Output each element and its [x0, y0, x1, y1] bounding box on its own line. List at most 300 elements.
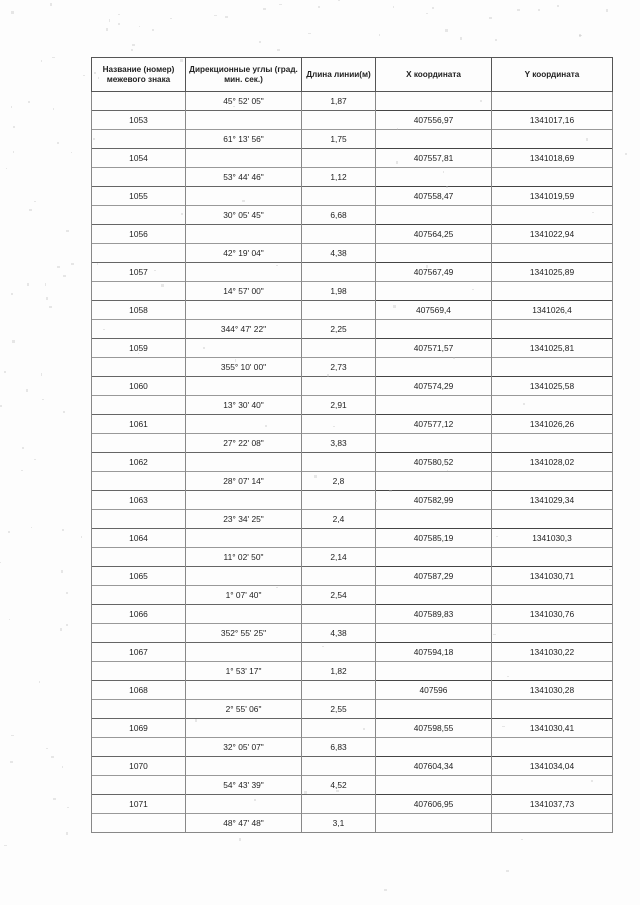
y-coordinate-cell	[492, 92, 613, 111]
x-coordinate-cell: 407567,49	[376, 263, 492, 282]
scan-speckle	[472, 289, 474, 290]
line-length-cell: 1,87	[302, 92, 376, 111]
x-coordinate-cell	[376, 814, 492, 833]
direction-angle-cell: 30° 05' 45"	[186, 206, 302, 225]
scan-speckle	[507, 676, 509, 677]
scan-speckle	[384, 889, 386, 892]
y-coordinate-cell: 1341019,59	[492, 187, 613, 206]
y-coordinate-cell: 1341028,02	[492, 453, 613, 472]
line-length-cell	[302, 453, 376, 472]
line-length-cell	[302, 605, 376, 624]
y-coordinate-cell	[492, 168, 613, 187]
line-length-cell: 3,1	[302, 814, 376, 833]
mark-name-cell: 1053	[92, 111, 186, 130]
boundary-mark-row	[92, 643, 613, 662]
boundary-mark-row	[92, 149, 613, 168]
scan-speckle	[61, 570, 63, 573]
line-length-cell: 6,68	[302, 206, 376, 225]
scan-speckle	[8, 531, 10, 533]
line-length-cell	[302, 757, 376, 776]
line-length-cell	[302, 567, 376, 586]
scan-speckle	[81, 536, 82, 538]
boundary-mark-row	[92, 795, 613, 814]
scan-speckle	[98, 77, 99, 79]
direction-angle-cell	[186, 263, 302, 282]
direction-angle-cell	[186, 719, 302, 738]
line-length-cell	[302, 529, 376, 548]
line-segment-row	[92, 92, 613, 111]
line-length-cell	[302, 263, 376, 282]
boundary-mark-row	[92, 567, 613, 586]
direction-angle-cell	[186, 795, 302, 814]
scan-speckle	[11, 735, 13, 736]
mark-name-cell	[92, 320, 186, 339]
y-coordinate-cell: 1341022,94	[492, 225, 613, 244]
scan-speckle	[9, 619, 10, 620]
direction-angle-cell: 32° 05' 07"	[186, 738, 302, 757]
scan-speckle	[63, 275, 66, 277]
x-coordinate-cell	[376, 510, 492, 529]
x-coordinate-cell	[376, 130, 492, 149]
scan-speckle	[277, 49, 280, 51]
line-segment-row	[92, 700, 613, 719]
y-coordinate-cell	[492, 662, 613, 681]
mark-name-cell: 1061	[92, 415, 186, 434]
scan-speckle	[94, 72, 95, 74]
direction-angle-cell: 48° 47' 48"	[186, 814, 302, 833]
scan-speckle	[161, 284, 164, 287]
line-segment-row	[92, 396, 613, 415]
line-length-cell: 6,83	[302, 738, 376, 757]
scan-speckle	[279, 4, 282, 5]
mark-name-cell: 1071	[92, 795, 186, 814]
scan-speckle	[118, 23, 119, 25]
scan-speckle	[67, 807, 69, 808]
mark-name-cell: 1054	[92, 149, 186, 168]
direction-angle-cell: 28° 07' 14"	[186, 472, 302, 491]
mark-name-cell: 1064	[92, 529, 186, 548]
direction-angle-cell	[186, 301, 302, 320]
scan-speckle	[132, 44, 134, 46]
scan-speckle	[397, 128, 398, 130]
direction-angle-cell	[186, 415, 302, 434]
scan-speckle	[314, 475, 316, 478]
boundary-mark-row	[92, 339, 613, 358]
y-coordinate-cell	[492, 472, 613, 491]
scan-speckle	[259, 41, 261, 43]
scan-speckle	[336, 790, 338, 792]
x-coordinate-cell	[376, 396, 492, 415]
y-coordinate-cell	[492, 700, 613, 719]
y-coordinate-cell: 1341034,04	[492, 757, 613, 776]
boundary-mark-row	[92, 377, 613, 396]
x-coordinate-cell: 407577,12	[376, 415, 492, 434]
line-length-cell: 1,12	[302, 168, 376, 187]
line-segment-row	[92, 624, 613, 643]
scan-speckle	[239, 838, 241, 841]
mark-name-cell: 1062	[92, 453, 186, 472]
scan-speckle	[97, 263, 98, 265]
scan-speckle	[276, 265, 277, 266]
scan-speckle	[308, 33, 311, 34]
scan-speckle	[28, 101, 30, 102]
y-coordinate-cell: 1341030,71	[492, 567, 613, 586]
scan-speckle	[591, 780, 593, 782]
direction-angle-cell: 13° 30' 40"	[186, 396, 302, 415]
scan-speckle	[66, 832, 68, 835]
line-length-cell: 2,54	[302, 586, 376, 605]
scan-speckle	[327, 374, 329, 377]
line-length-cell: 4,38	[302, 244, 376, 263]
scan-speckle	[233, 106, 236, 108]
boundary-mark-row	[92, 187, 613, 206]
direction-angle-cell: 42° 19' 04"	[186, 244, 302, 263]
x-coordinate-cell	[376, 738, 492, 757]
line-length-cell: 2,4	[302, 510, 376, 529]
scan-speckle	[62, 766, 63, 768]
x-coordinate-cell: 407569,4	[376, 301, 492, 320]
scan-speckle	[103, 329, 105, 330]
scan-speckle	[432, 7, 435, 9]
x-coordinate-cell: 407556,97	[376, 111, 492, 130]
scan-speckle	[502, 726, 504, 727]
mark-name-cell	[92, 700, 186, 719]
line-segment-row	[92, 548, 613, 567]
direction-angle-cell	[186, 491, 302, 510]
scan-speckle	[31, 527, 33, 528]
scan-speckle	[447, 470, 448, 471]
scan-speckle	[4, 845, 7, 846]
header-mark-name: Название (номер) межевого знака	[92, 58, 186, 92]
y-coordinate-cell	[492, 586, 613, 605]
line-length-cell: 1,75	[302, 130, 376, 149]
line-segment-row	[92, 244, 613, 263]
x-coordinate-cell	[376, 548, 492, 567]
direction-angle-cell	[186, 605, 302, 624]
boundary-mark-row	[92, 453, 613, 472]
direction-angle-cell	[186, 225, 302, 244]
scan-speckle	[426, 265, 427, 268]
scan-speckle	[344, 255, 346, 257]
line-segment-row	[92, 282, 613, 301]
boundary-mark-row	[92, 301, 613, 320]
line-length-cell: 1,98	[302, 282, 376, 301]
scan-speckle	[29, 209, 31, 211]
scan-speckle	[181, 213, 183, 215]
line-length-cell: 4,38	[302, 624, 376, 643]
scan-speckle	[139, 26, 140, 27]
y-coordinate-cell: 1341017,16	[492, 111, 613, 130]
x-coordinate-cell: 407604,34	[376, 757, 492, 776]
x-coordinate-cell	[376, 282, 492, 301]
line-length-cell	[302, 339, 376, 358]
direction-angle-cell	[186, 111, 302, 130]
y-coordinate-cell: 1341030,76	[492, 605, 613, 624]
mark-name-cell: 1070	[92, 757, 186, 776]
y-coordinate-cell: 1341030,41	[492, 719, 613, 738]
scan-speckle	[170, 18, 172, 19]
direction-angle-cell: 355° 10' 00"	[186, 358, 302, 377]
scan-speckle	[152, 29, 154, 31]
y-coordinate-cell: 1341030,3	[492, 529, 613, 548]
table-header-row	[92, 58, 613, 92]
direction-angle-cell: 1° 53' 17"	[186, 662, 302, 681]
line-length-cell	[302, 377, 376, 396]
direction-angle-cell: 1° 07' 40"	[186, 586, 302, 605]
scan-speckle	[214, 15, 217, 16]
x-coordinate-cell	[376, 358, 492, 377]
x-coordinate-cell: 407596	[376, 681, 492, 700]
scan-speckle	[63, 411, 65, 414]
scan-speckle	[242, 200, 245, 202]
line-length-cell	[302, 643, 376, 662]
scan-speckle	[106, 28, 108, 30]
boundary-mark-row	[92, 111, 613, 130]
scan-speckle	[118, 14, 120, 15]
x-coordinate-cell: 407564,25	[376, 225, 492, 244]
x-coordinate-cell	[376, 586, 492, 605]
direction-angle-cell	[186, 529, 302, 548]
mark-name-cell	[92, 662, 186, 681]
scan-speckle	[493, 634, 495, 635]
scan-speckle	[46, 748, 49, 749]
y-coordinate-cell: 1341030,28	[492, 681, 613, 700]
scan-speckle	[4, 371, 6, 373]
mark-name-cell: 1063	[92, 491, 186, 510]
scan-speckle	[6, 168, 8, 169]
x-coordinate-cell: 407574,29	[376, 377, 492, 396]
y-coordinate-cell: 1341026,26	[492, 415, 613, 434]
y-coordinate-cell	[492, 206, 613, 225]
direction-angle-cell: 344° 47' 22"	[186, 320, 302, 339]
mark-name-cell: 1058	[92, 301, 186, 320]
scan-speckle	[322, 646, 325, 647]
line-length-cell: 2,25	[302, 320, 376, 339]
mark-name-cell	[92, 814, 186, 833]
y-coordinate-cell: 1341030,22	[492, 643, 613, 662]
scan-speckle	[318, 6, 321, 8]
x-coordinate-cell: 407571,57	[376, 339, 492, 358]
mark-name-cell	[92, 510, 186, 529]
scan-speckle	[45, 283, 46, 286]
scan-speckle	[480, 100, 482, 102]
scan-speckle	[71, 152, 72, 153]
direction-angle-cell: 23° 34' 25"	[186, 510, 302, 529]
scan-speckle	[11, 106, 12, 108]
x-coordinate-cell	[376, 320, 492, 339]
scan-speckle	[50, 3, 51, 6]
scan-speckle	[0, 405, 2, 407]
line-length-cell: 3,83	[302, 434, 376, 453]
boundary-mark-row	[92, 529, 613, 548]
scan-speckle	[363, 728, 365, 730]
scan-speckle	[195, 719, 197, 722]
scan-speckle	[445, 29, 448, 32]
y-coordinate-cell: 1341025,89	[492, 263, 613, 282]
scan-speckle	[225, 16, 228, 19]
direction-angle-cell	[186, 453, 302, 472]
scan-speckle	[333, 426, 335, 427]
line-segment-row	[92, 206, 613, 225]
mark-name-cell: 1068	[92, 681, 186, 700]
direction-angle-cell	[186, 149, 302, 168]
scan-speckle	[606, 9, 608, 11]
header-x-coordinate: X координата	[376, 58, 492, 92]
x-coordinate-cell: 407580,52	[376, 453, 492, 472]
scan-speckle	[39, 681, 40, 683]
direction-angle-cell: 2° 55' 06"	[186, 700, 302, 719]
scan-speckle	[13, 151, 15, 153]
scan-speckle	[51, 756, 54, 758]
boundary-mark-row	[92, 225, 613, 244]
scan-speckle	[396, 161, 398, 164]
scan-speckle	[609, 569, 611, 571]
mark-name-cell: 1067	[92, 643, 186, 662]
y-coordinate-cell	[492, 814, 613, 833]
x-coordinate-cell	[376, 472, 492, 491]
scan-speckle	[0, 562, 1, 564]
scan-speckle	[460, 37, 462, 40]
mark-name-cell: 1066	[92, 605, 186, 624]
x-coordinate-cell	[376, 92, 492, 111]
mark-name-cell	[92, 396, 186, 415]
line-length-cell	[302, 795, 376, 814]
line-segment-row	[92, 472, 613, 491]
header-y-coordinate: Y координата	[492, 58, 613, 92]
scan-speckle	[379, 34, 380, 36]
scan-speckle	[265, 425, 267, 427]
direction-angle-cell: 61° 13' 56"	[186, 130, 302, 149]
scan-speckle	[66, 230, 68, 232]
line-segment-row	[92, 738, 613, 757]
y-coordinate-cell	[492, 738, 613, 757]
scan-speckle	[338, 0, 340, 1]
scan-speckle	[254, 799, 256, 801]
scan-speckle	[496, 536, 499, 537]
scan-speckle	[109, 19, 110, 21]
mark-name-cell: 1060	[92, 377, 186, 396]
line-length-cell	[302, 415, 376, 434]
mark-name-cell	[92, 624, 186, 643]
direction-angle-cell: 45° 52' 05"	[186, 92, 302, 111]
direction-angle-cell: 53° 44' 46"	[186, 168, 302, 187]
scan-speckle	[11, 293, 13, 296]
mark-name-cell: 1065	[92, 567, 186, 586]
line-segment-row	[92, 130, 613, 149]
scan-speckle	[203, 347, 205, 349]
y-coordinate-cell: 1341037,73	[492, 795, 613, 814]
mark-name-cell	[92, 282, 186, 301]
scan-speckle	[276, 587, 277, 589]
scan-speckle	[57, 266, 60, 268]
y-coordinate-cell: 1341026,4	[492, 301, 613, 320]
x-coordinate-cell	[376, 244, 492, 263]
scan-speckle	[41, 373, 42, 376]
scan-speckle	[71, 263, 73, 265]
scan-speckle	[523, 403, 524, 404]
x-coordinate-cell	[376, 434, 492, 453]
scan-speckle	[12, 340, 15, 343]
scan-speckle	[393, 305, 396, 308]
scan-speckle	[393, 6, 394, 8]
boundary-mark-row	[92, 491, 613, 510]
line-segment-row	[92, 814, 613, 833]
y-coordinate-cell	[492, 130, 613, 149]
scan-speckle	[26, 389, 28, 392]
direction-angle-cell	[186, 643, 302, 662]
header-line-length: Длина линии(м)	[302, 58, 376, 92]
line-length-cell: 2,73	[302, 358, 376, 377]
scan-speckle	[21, 470, 23, 471]
x-coordinate-cell	[376, 206, 492, 225]
scan-speckle	[93, 138, 95, 141]
scan-speckle	[446, 186, 448, 187]
scan-speckle	[11, 11, 13, 14]
scan-speckle	[34, 459, 36, 460]
scan-speckle	[34, 201, 36, 202]
direction-angle-cell	[186, 187, 302, 206]
table-body	[92, 92, 613, 833]
direction-angle-cell: 14° 57' 00"	[186, 282, 302, 301]
line-length-cell	[302, 681, 376, 700]
line-length-cell: 1,82	[302, 662, 376, 681]
mark-name-cell: 1059	[92, 339, 186, 358]
y-coordinate-cell: 1341029,34	[492, 491, 613, 510]
line-segment-row	[92, 510, 613, 529]
y-coordinate-cell: 1341018,69	[492, 149, 613, 168]
scan-speckle	[41, 60, 42, 62]
x-coordinate-cell: 407594,18	[376, 643, 492, 662]
mark-name-cell	[92, 130, 186, 149]
scan-speckle	[235, 359, 236, 362]
y-coordinate-cell	[492, 320, 613, 339]
x-coordinate-cell	[376, 700, 492, 719]
direction-angle-cell: 352° 55' 25"	[186, 624, 302, 643]
scan-speckle	[538, 9, 540, 11]
scan-speckle	[42, 399, 44, 400]
scan-speckle	[389, 490, 392, 492]
scan-speckle	[557, 5, 559, 7]
scan-speckle	[453, 357, 455, 359]
scan-speckle	[426, 13, 428, 14]
line-segment-row	[92, 776, 613, 795]
x-coordinate-cell: 407557,81	[376, 149, 492, 168]
direction-angle-cell: 54° 43' 39"	[186, 776, 302, 795]
scan-speckle	[22, 447, 24, 449]
line-length-cell: 2,14	[302, 548, 376, 567]
y-coordinate-cell	[492, 434, 613, 453]
scan-speckle	[13, 126, 15, 128]
scan-speckle	[53, 798, 56, 800]
y-coordinate-cell	[492, 244, 613, 263]
x-coordinate-cell: 407606,95	[376, 795, 492, 814]
line-segment-row	[92, 586, 613, 605]
x-coordinate-cell: 407598,55	[376, 719, 492, 738]
scan-speckle	[49, 306, 52, 308]
x-coordinate-cell	[376, 662, 492, 681]
scan-speckle	[60, 628, 62, 631]
y-coordinate-cell	[492, 624, 613, 643]
line-length-cell	[302, 111, 376, 130]
x-coordinate-cell: 407587,29	[376, 567, 492, 586]
y-coordinate-cell	[492, 396, 613, 415]
line-length-cell: 2,55	[302, 700, 376, 719]
header-direction-angle: Дирекционные углы (град. мин. сек.)	[186, 58, 302, 92]
boundary-mark-row	[92, 605, 613, 624]
scan-speckle	[506, 870, 509, 871]
scan-speckle	[180, 59, 183, 62]
mark-name-cell: 1055	[92, 187, 186, 206]
